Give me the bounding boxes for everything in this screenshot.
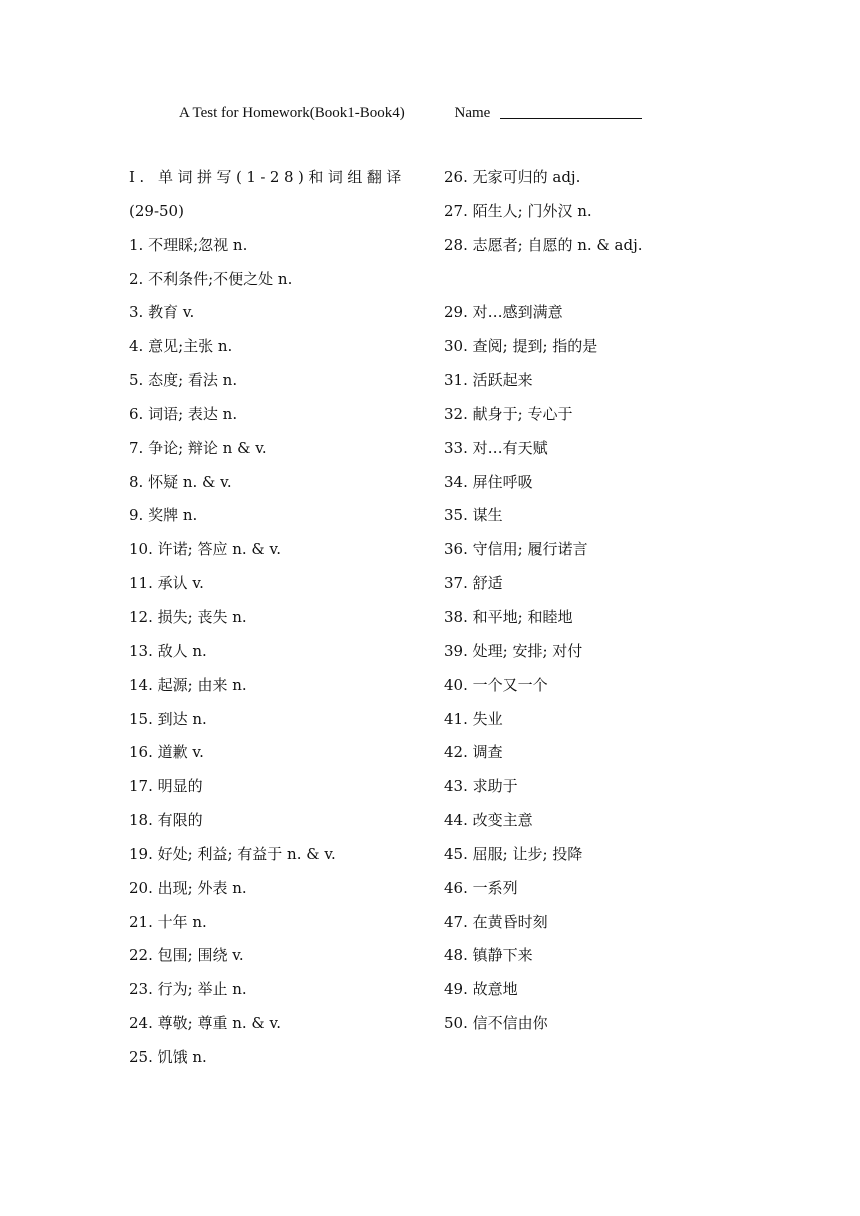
vocab-item: 16. 道歉 v. (129, 743, 204, 762)
right-column (444, 161, 774, 1041)
vocab-item: 6. 词语; 表达 n. (129, 404, 238, 423)
vocab-item: 46. 一系列 (444, 878, 518, 897)
vocab-item: 14. 起源; 由来 n. (129, 675, 247, 694)
vocab-item: 36. 守信用; 履行诺言 (444, 540, 588, 559)
vocab-item: 4. 意见;主张 n. (129, 337, 233, 356)
spacer-line (444, 263, 774, 297)
vocab-item: 33. 对…有天赋 (444, 438, 548, 457)
section-subtitle: (29-50) (129, 201, 184, 220)
vocab-item: 12. 损失; 丧失 n. (129, 607, 247, 626)
vocab-item: 9. 奖牌 n. (129, 506, 198, 525)
vocab-item: 7. 争论; 辩论 n & v. (129, 438, 267, 457)
vocab-item: 48. 镇静下来 (444, 946, 533, 965)
name-blank-line (500, 104, 642, 119)
vocab-item: 31. 活跃起来 (444, 371, 533, 390)
vocab-item: 26. 无家可归的 adj. (444, 168, 581, 186)
vocab-item: 8. 怀疑 n. & v. (129, 472, 232, 491)
vocab-item: 24. 尊敬; 尊重 n. & v. (129, 1014, 281, 1033)
vocab-item: 47. 在黄昏时刻 (444, 912, 548, 931)
vocab-item: 40. 一个又一个 (444, 675, 548, 694)
vocab-item: 18. 有限的 (129, 811, 203, 830)
vocab-item: 29. 对…感到满意 (444, 303, 563, 322)
right-item-list-top (444, 161, 774, 263)
vocab-item: 38. 和平地; 和睦地 (444, 607, 573, 626)
vocab-item: 43. 求助于 (444, 777, 518, 796)
vocab-item: 35. 谋生 (444, 506, 503, 525)
vocab-item: 45. 屈服; 让步; 投降 (444, 844, 583, 863)
right-item-list-bottom (444, 296, 774, 1041)
vocab-item: 44. 改变主意 (444, 811, 533, 830)
vocab-item: 15. 到达 n. (129, 709, 207, 728)
vocab-item: 42. 调查 (444, 743, 503, 762)
vocab-item: 3. 教育 v. (129, 303, 195, 322)
vocab-item: 21. 十年 n. (129, 912, 207, 931)
vocab-item: 39. 处理; 安排; 对付 (444, 641, 583, 660)
vocab-item: 23. 行为; 举止 n. (129, 980, 247, 999)
vocab-item: 27. 陌生人; 门外汉 n. (444, 201, 592, 220)
vocab-item: 2. 不利条件;不便之处 n. (129, 269, 293, 288)
vocab-item: 37. 舒适 (444, 574, 503, 593)
vocab-item: 11. 承认 v. (129, 574, 204, 593)
vocab-item: 5. 态度; 看法 n. (129, 371, 238, 390)
vocab-item: 1. 不理睬;忽视 n. (129, 235, 248, 254)
vocab-item: 13. 敌人 n. (129, 641, 207, 660)
vocab-item: 30. 查阅; 提到; 指的是 (444, 337, 598, 356)
vocab-item: 10. 许诺; 答应 n. & v. (129, 540, 281, 559)
section-title: Ⅰ. 单词拼写(1-28)和词组翻译 (129, 168, 406, 186)
vocab-item: 41. 失业 (444, 709, 503, 728)
vocab-item: 28. 志愿者; 自愿的 n. & adj. (444, 235, 643, 254)
vocab-item: 22. 包围; 围绕 v. (129, 946, 244, 965)
vocab-item: 17. 明显的 (129, 777, 203, 796)
vocab-item: 34. 屏住呼吸 (444, 472, 533, 491)
worksheet-header (179, 104, 642, 122)
vocab-item: 49. 故意地 (444, 980, 518, 999)
vocab-item: 50. 信不信由你 (444, 1014, 548, 1033)
left-column (129, 161, 429, 1075)
vocab-item: 25. 饥饿 n. (129, 1047, 207, 1066)
name-label: Name (454, 105, 491, 121)
vocab-item: 32. 献身于; 专心于 (444, 404, 573, 423)
left-item-list (129, 229, 429, 1075)
worksheet-title: A Test for Homework(Book1-Book4) (179, 105, 405, 121)
vocab-item: 19. 好处; 利益; 有益于 n. & v. (129, 844, 336, 863)
vocab-item: 20. 出现; 外表 n. (129, 878, 247, 897)
